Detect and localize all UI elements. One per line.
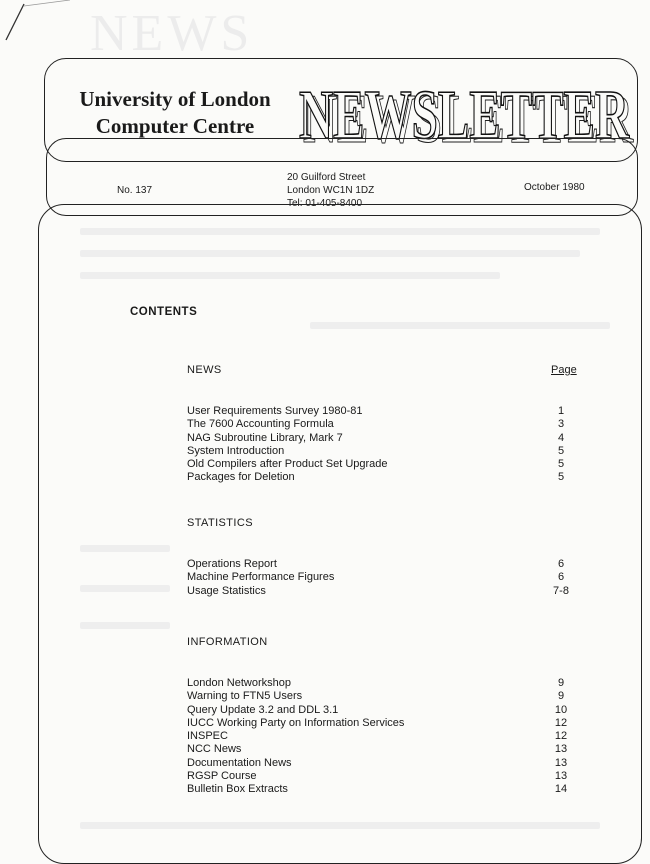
- section-heading-statistics: STATISTICS: [187, 517, 253, 529]
- contents-entry: [187, 717, 581, 730]
- contents-entry: [187, 743, 581, 756]
- show-through-heading: NEWS: [90, 5, 254, 62]
- statistics-list: [187, 558, 581, 598]
- entry-page: 9: [557, 677, 565, 689]
- entry-page: 10: [554, 703, 568, 716]
- page-column-heading: Page: [551, 364, 577, 376]
- institution-line-1: University of London: [79, 87, 271, 111]
- contents-entry: [187, 704, 581, 717]
- entry-page: 3: [557, 418, 565, 431]
- news-list: [187, 405, 581, 485]
- entry-title: System Introduction: [187, 444, 285, 457]
- entry-title: NAG Subroutine Library, Mark 7: [187, 431, 343, 444]
- contents-entry: [187, 405, 581, 418]
- section-heading-information: INFORMATION: [187, 636, 268, 648]
- institution-name: [60, 86, 290, 140]
- entry-page: 5: [557, 471, 565, 484]
- entry-title: Query Update 3.2 and DDL 3.1: [187, 703, 339, 716]
- entry-page: 13: [554, 770, 568, 783]
- entry-title: INSPEC: [187, 730, 228, 743]
- address-line-1: 20 Guilford Street: [287, 172, 366, 183]
- contents-entry: [187, 783, 581, 796]
- contents-entry: [187, 757, 581, 770]
- entry-page: 4: [557, 431, 565, 444]
- entry-page: 6: [557, 558, 565, 570]
- entry-title: User Requirements Survey 1980-81: [187, 405, 363, 417]
- entry-title: Old Compilers after Product Set Upgrade: [187, 458, 388, 471]
- contents-entry: [187, 677, 581, 690]
- contents-entry: [187, 585, 581, 598]
- entry-title: RGSP Course: [187, 770, 257, 783]
- issue-number: No. 137: [117, 185, 153, 196]
- entry-title: London Networkshop: [187, 677, 291, 689]
- entry-title: Machine Performance Figures: [187, 571, 335, 584]
- contents-entry: [187, 445, 581, 458]
- contents-heading: CONTENTS: [130, 306, 198, 318]
- entry-title: Usage Statistics: [187, 584, 266, 597]
- entry-page: 14: [554, 783, 568, 796]
- scan-mark: [0, 0, 90, 50]
- entry-page: 12: [554, 716, 568, 729]
- entry-title: Packages for Deletion: [187, 471, 295, 484]
- contents-entry: [187, 432, 581, 445]
- entry-title: Bulletin Box Extracts: [187, 783, 288, 796]
- contents-entry: [187, 458, 581, 471]
- entry-page: 1: [557, 405, 565, 417]
- contents-entry: [187, 730, 581, 743]
- contents-entry: [187, 471, 581, 484]
- issue-date: October 1980: [524, 182, 585, 193]
- entry-page: 9: [557, 690, 565, 703]
- contents-entry: [187, 571, 581, 584]
- entry-page: 13: [554, 743, 568, 756]
- entry-page: 6: [557, 571, 565, 584]
- contents-entry: [187, 690, 581, 703]
- section-heading-news: NEWS: [187, 364, 222, 376]
- institution-line-2: Computer Centre: [95, 114, 255, 138]
- contents-entry: [187, 558, 581, 571]
- information-list: [187, 677, 581, 797]
- entry-page: 5: [557, 458, 565, 471]
- newsletter-title: NEWSLETTER: [299, 77, 630, 150]
- entry-title: Operations Report: [187, 558, 277, 570]
- entry-title: Documentation News: [187, 756, 292, 769]
- entry-page: 12: [554, 730, 568, 743]
- entry-page: 7-8: [553, 584, 569, 597]
- entry-title: IUCC Working Party on Information Services: [187, 716, 405, 729]
- entry-title: Warning to FTN5 Users: [187, 690, 303, 703]
- address-line-2: London WC1N 1DZ: [287, 185, 375, 196]
- entry-page: 5: [557, 444, 565, 457]
- entry-title: NCC News: [187, 743, 242, 756]
- contents-entry: [187, 418, 581, 431]
- newsletter-title-shadow: NEWSLETTER: [303, 81, 634, 150]
- entry-page: 13: [554, 756, 568, 769]
- contents-entry: [187, 770, 581, 783]
- address-telephone: Tel: 01-405-8400: [287, 198, 363, 209]
- entry-title: The 7600 Accounting Formula: [187, 418, 334, 431]
